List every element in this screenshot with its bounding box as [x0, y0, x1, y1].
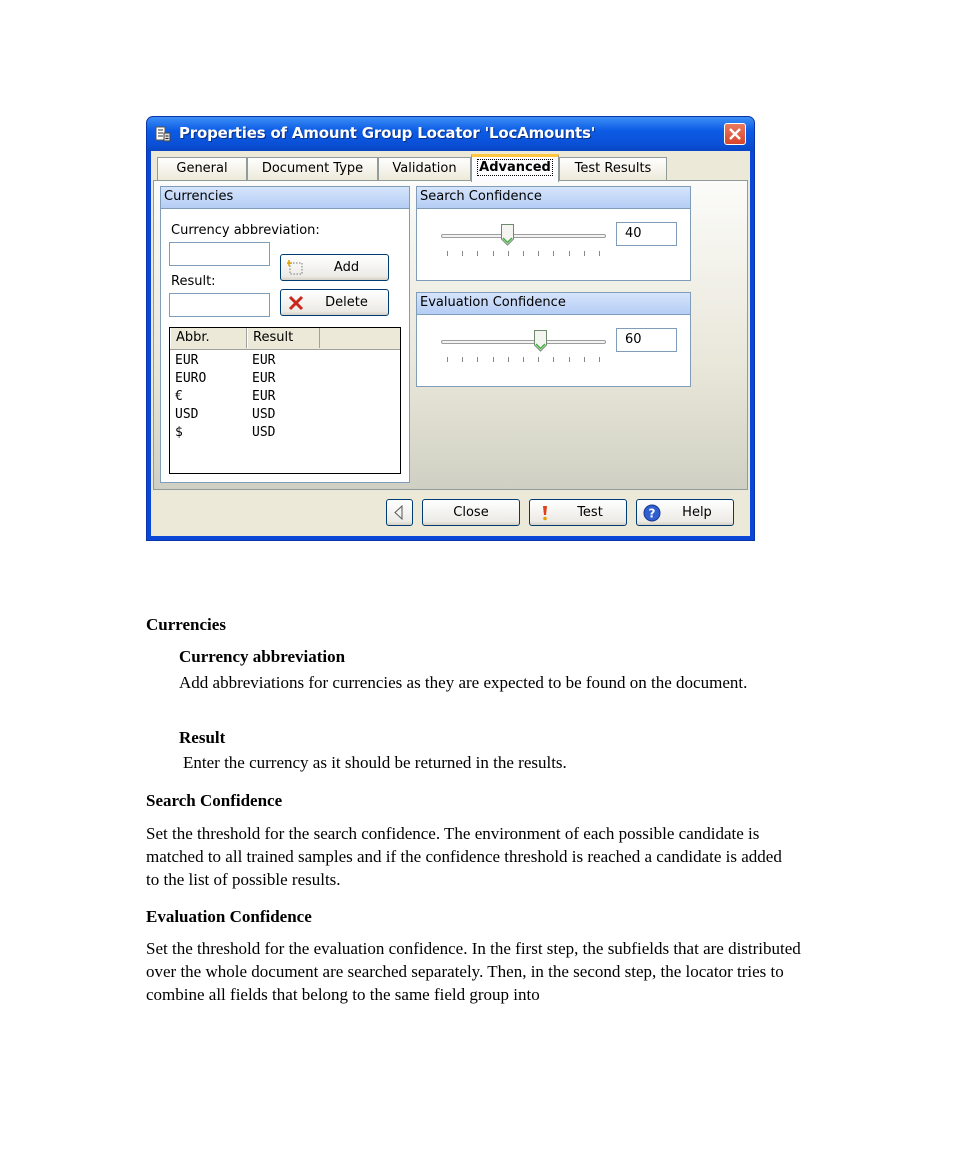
list-item-abbr: EURO: [175, 371, 207, 386]
tab-document-type[interactable]: Document Type: [247, 157, 378, 181]
currency-abbreviation-label: Currency abbreviation:: [171, 223, 320, 238]
search-confidence-input[interactable]: 40: [616, 222, 677, 246]
list-item-abbr: $: [175, 425, 183, 440]
tab-general[interactable]: General: [157, 157, 247, 181]
help-button-label: Help: [682, 505, 712, 520]
slider-tick: [553, 251, 554, 256]
column-header-abbr[interactable]: Abbr.: [170, 328, 247, 348]
evaluation-confidence-heading: Evaluation Confidence: [146, 907, 312, 926]
arrow-left-icon: [387, 500, 412, 525]
evaluation-confidence-slider-thumb[interactable]: [534, 330, 547, 352]
list-item-abbr: €: [175, 389, 183, 404]
tab-advanced-label: Advanced: [479, 160, 551, 175]
search-confidence-header: Search Confidence: [417, 187, 690, 209]
currency-abbreviation-description: Add abbreviations for currencies as they are expected to be found on the document.: [179, 673, 748, 692]
slider-tick: [523, 251, 524, 256]
evaluation-confidence-ticks: [447, 357, 599, 363]
currencies-heading: Currencies: [146, 615, 226, 634]
delete-button[interactable]: [280, 289, 389, 316]
list-item-abbr: USD: [175, 407, 199, 422]
slider-tick: [508, 251, 509, 256]
currency-list[interactable]: [169, 327, 401, 474]
close-button[interactable]: [422, 499, 520, 526]
evaluation-confidence-track[interactable]: [441, 340, 606, 344]
previous-button[interactable]: [386, 499, 413, 526]
slider-tick: [477, 251, 478, 256]
currencies-group: [160, 186, 410, 483]
help-icon: [643, 504, 661, 522]
evaluation-confidence-group: [416, 292, 691, 387]
slider-tick: [538, 251, 539, 256]
evaluation-confidence-description: Set the threshold for the evaluation confidence. In the first step, the subfields that are distributed over the whole document are searched separately. Then, in the second step, the locator tries to combine all fields that belong to the same field group into: [146, 939, 801, 1004]
slider-tick: [477, 357, 478, 362]
slider-tick: [569, 357, 570, 362]
slider-tick: [584, 357, 585, 362]
slider-tick: [508, 357, 509, 362]
list-item-result: USD: [252, 407, 276, 422]
slider-tick: [584, 251, 585, 256]
tab-validation[interactable]: Validation: [378, 157, 471, 181]
search-confidence-heading: Search Confidence: [146, 791, 283, 810]
tab-test-results[interactable]: Test Results: [559, 157, 667, 181]
add-button[interactable]: [280, 254, 389, 281]
slider-tick: [599, 357, 600, 362]
evaluation-confidence-input[interactable]: 60: [616, 328, 677, 352]
slider-tick: [447, 357, 448, 362]
test-button[interactable]: [529, 499, 627, 526]
delete-icon: [287, 294, 305, 312]
properties-dialog: [146, 116, 755, 541]
result-input[interactable]: [169, 293, 270, 317]
slider-tick: [462, 251, 463, 256]
title-bar[interactable]: [147, 117, 754, 151]
slider-tick: [569, 251, 570, 256]
slider-tick: [493, 357, 494, 362]
currency-abbreviation-heading: Currency abbreviation: [179, 647, 346, 666]
evaluation-confidence-header: Evaluation Confidence: [417, 293, 690, 315]
list-item-result: USD: [252, 425, 276, 440]
delete-button-label: Delete: [325, 295, 368, 310]
tab-strip: [151, 153, 750, 181]
dialog-title: Properties of Amount Group Locator 'LocAmounts': [179, 124, 596, 142]
tab-advanced[interactable]: [471, 154, 559, 182]
slider-tick: [493, 251, 494, 256]
slider-tick: [462, 357, 463, 362]
result-label: Result:: [171, 274, 216, 289]
result-description: Enter the currency as it should be returned in the results.: [183, 753, 567, 772]
column-header-result[interactable]: Result: [247, 328, 320, 348]
currency-abbreviation-input[interactable]: [169, 242, 270, 266]
dialog-client-area: [151, 151, 750, 536]
slider-tick: [538, 357, 539, 362]
slider-tick: [553, 357, 554, 362]
search-confidence-track[interactable]: [441, 234, 606, 238]
close-icon: [725, 124, 745, 144]
add-button-label: Add: [333, 260, 360, 275]
advanced-tab-pane: [153, 180, 748, 490]
slider-tick: [599, 251, 600, 256]
currencies-header: Currencies: [161, 187, 409, 209]
search-confidence-ticks: [447, 251, 599, 257]
help-button[interactable]: [636, 499, 734, 526]
list-item-result: EUR: [252, 389, 276, 404]
currency-list-header: [170, 328, 400, 350]
search-confidence-description: Set the threshold for the search confidence. The environment of each possible candidate is matched to all trained samples and if the confidence threshold is reached a candidate is added to the list of possible results.: [146, 824, 782, 889]
search-confidence-group: [416, 186, 691, 281]
search-confidence-slider-thumb[interactable]: [501, 224, 514, 246]
list-item-result: EUR: [252, 371, 276, 386]
slider-tick: [523, 357, 524, 362]
slider-tick: [447, 251, 448, 256]
test-button-label: Test: [577, 505, 603, 520]
locator-properties-icon: [155, 126, 171, 142]
list-item-abbr: EUR: [175, 353, 199, 368]
list-item-result: EUR: [252, 353, 276, 368]
close-window-button[interactable]: [724, 123, 746, 145]
close-button-label: Close: [453, 505, 489, 520]
new-item-icon: [287, 259, 305, 277]
svg-text:?: ?: [648, 506, 656, 521]
result-heading: Result: [179, 728, 226, 747]
exclamation-icon: [536, 504, 554, 522]
